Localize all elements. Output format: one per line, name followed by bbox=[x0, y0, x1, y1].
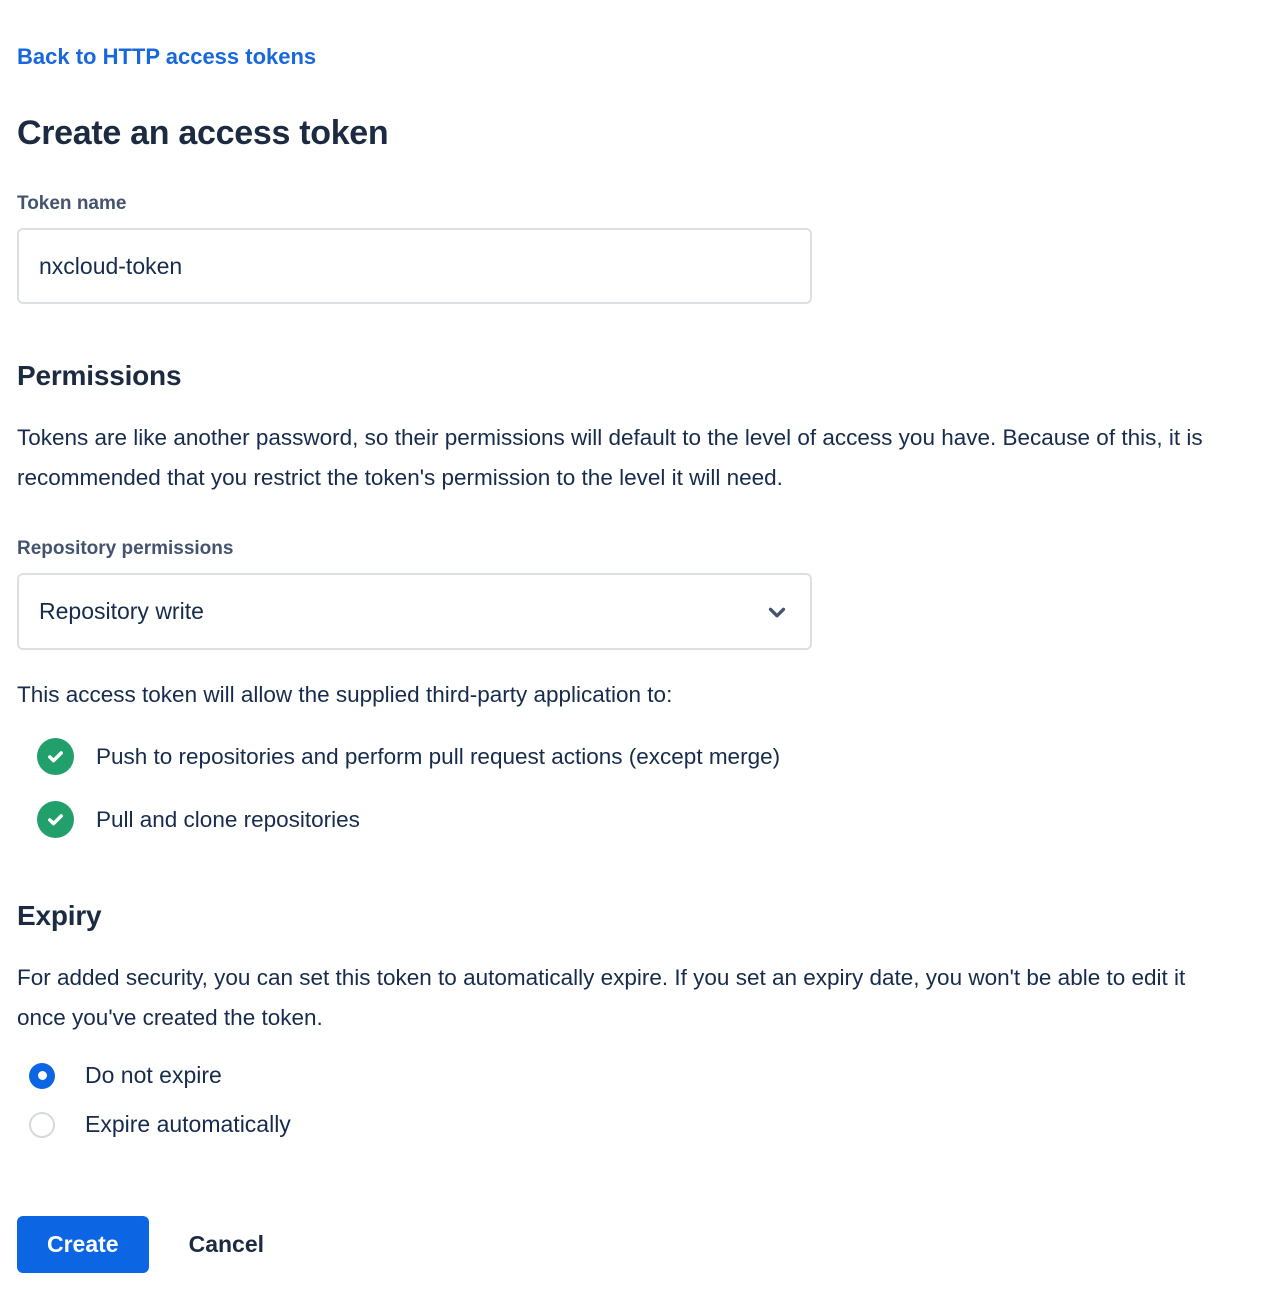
back-to-http-access-tokens-link[interactable]: Back to HTTP access tokens bbox=[17, 44, 317, 69]
capability-item-push bbox=[17, 738, 1234, 775]
expiry-heading: Expiry bbox=[17, 900, 102, 931]
token-name-label: Token name bbox=[17, 193, 127, 214]
check-circle-icon bbox=[37, 801, 74, 838]
form-actions bbox=[17, 1216, 1234, 1273]
permissions-heading: Permissions bbox=[17, 360, 182, 391]
permissions-description: Tokens are like another password, so their permissions will default to the level of access you have. Because of this, it is recommended that you restrict the token's permission to the level it will need. bbox=[17, 425, 1203, 490]
radio-selected-icon[interactable] bbox=[29, 1063, 55, 1089]
check-circle-icon bbox=[37, 738, 74, 775]
radio-do-not-expire[interactable] bbox=[17, 1062, 1234, 1089]
capability-item-pull bbox=[17, 801, 1234, 838]
repository-permissions-selected-value: Repository write bbox=[39, 598, 204, 624]
cancel-button[interactable]: Cancel bbox=[188, 1231, 265, 1257]
expiry-radio-group bbox=[17, 1062, 1234, 1138]
radio-expire-automatically[interactable] bbox=[17, 1111, 1234, 1138]
radio-unselected-icon[interactable] bbox=[29, 1112, 55, 1138]
expiry-description: For added security, you can set this token to automatically expire. If you set an expiry date, you won't be able to edit it once you've created the token. bbox=[17, 965, 1186, 1030]
token-name-input[interactable] bbox=[17, 228, 812, 304]
capability-text: Push to repositories and perform pull request actions (except merge) bbox=[96, 743, 781, 769]
capability-list bbox=[17, 738, 1234, 838]
repository-permissions-select[interactable] bbox=[17, 573, 812, 650]
radio-label: Expire automatically bbox=[85, 1111, 291, 1137]
create-button[interactable]: Create bbox=[17, 1216, 149, 1273]
radio-label: Do not expire bbox=[85, 1062, 222, 1088]
repository-permissions-label: Repository permissions bbox=[17, 538, 234, 559]
capability-text: Pull and clone repositories bbox=[96, 806, 360, 832]
chevron-down-icon bbox=[764, 599, 790, 625]
access-token-allow-intro: This access token will allow the supplied third-party application to: bbox=[17, 682, 673, 707]
page-title: Create an access token bbox=[17, 114, 389, 152]
